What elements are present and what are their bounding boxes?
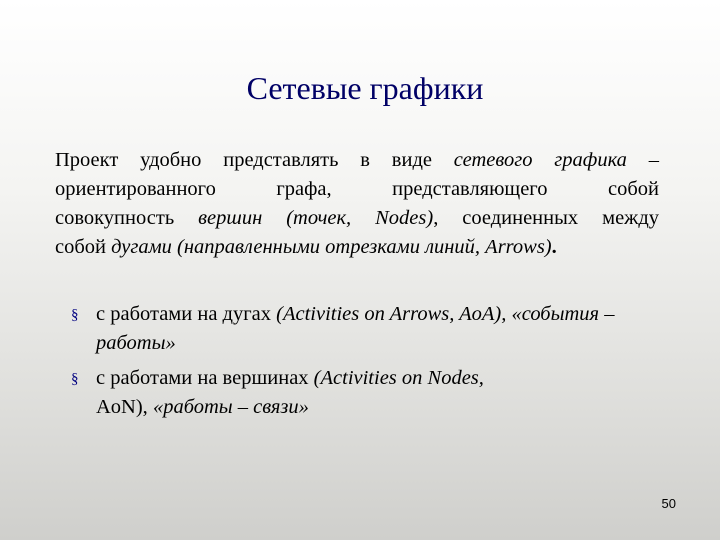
- paragraph-text: собой: [55, 236, 112, 258]
- paragraph-line-3: [55, 204, 659, 233]
- bullet-list: [71, 300, 631, 428]
- paragraph-line-1: [55, 146, 659, 175]
- body-paragraph: [55, 146, 659, 262]
- bullet-text: AoN),: [96, 396, 153, 418]
- list-item: [71, 364, 631, 422]
- slide-title: Сетевые графики: [246, 70, 484, 106]
- bullet-term: «работы – связи»: [152, 396, 309, 418]
- bullet-icon: §: [71, 307, 79, 323]
- list-item: [71, 300, 631, 358]
- bullet-text: с работами на вершинах: [96, 367, 314, 389]
- bullet-term: (Activities on Nodes,: [313, 367, 484, 389]
- paragraph-text: –: [626, 149, 660, 171]
- paragraph-line-2: ориентированного графа, представляющего собой: [55, 178, 659, 200]
- paragraph-text: , соединенных между: [433, 207, 660, 229]
- paragraph-term: вершин (точек, Nodes): [198, 207, 434, 229]
- bullet-text: с работами на дугах: [96, 303, 277, 325]
- paragraph-text: .: [551, 236, 557, 258]
- page-number: 50: [661, 496, 676, 511]
- paragraph-term: дугами (направленными отрезками линий, Arrows): [111, 236, 552, 258]
- bullet-icon: §: [71, 371, 79, 387]
- paragraph-line-4: [55, 233, 659, 262]
- paragraph-term: сетевого графика: [453, 149, 627, 171]
- paragraph-text: Проект удобно представлять в виде: [55, 149, 454, 171]
- bullet-term: (Activities on Arrows, AoA), «события – работы»: [96, 303, 615, 354]
- paragraph-text: совокупность: [55, 207, 199, 229]
